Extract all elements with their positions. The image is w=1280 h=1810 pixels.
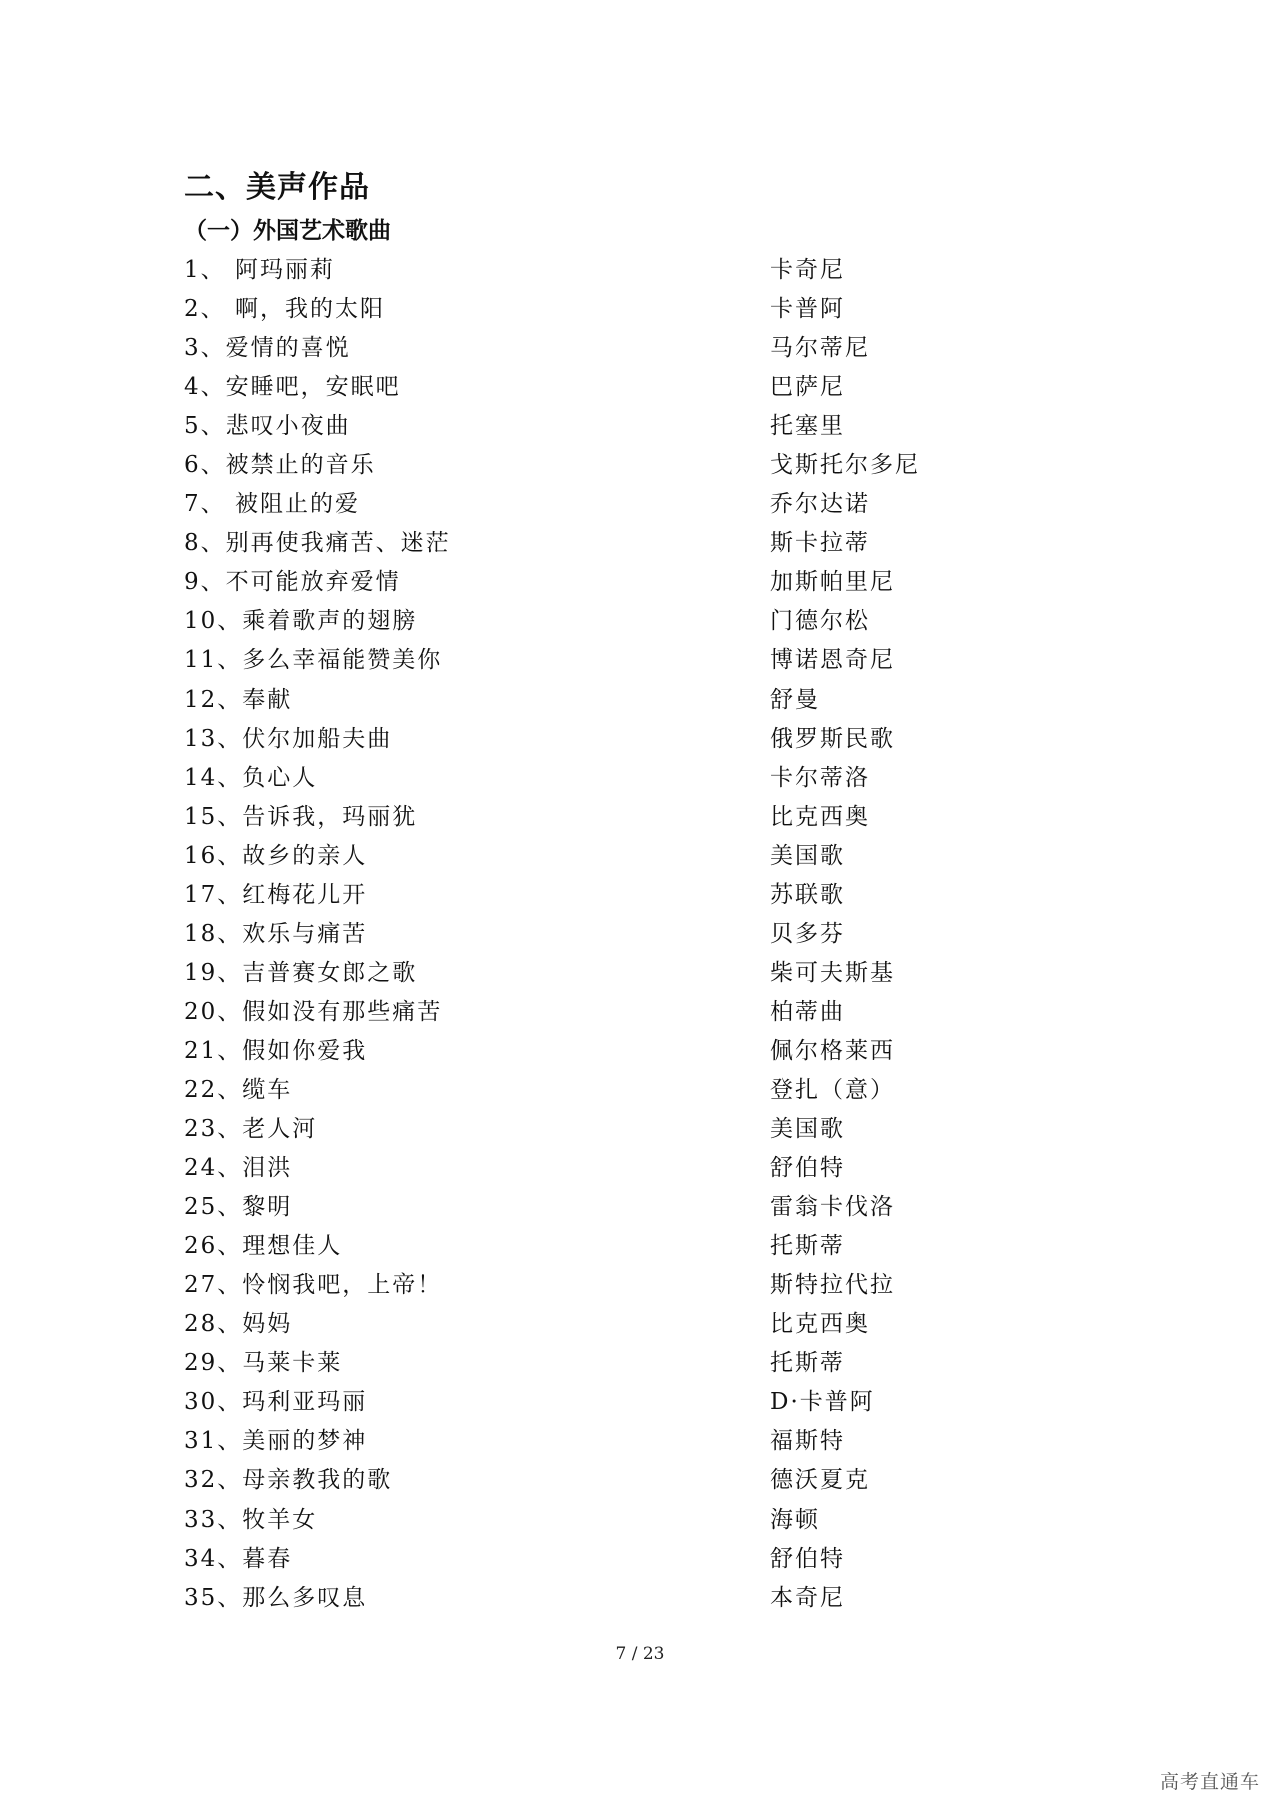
item-number: 28、	[184, 1311, 243, 1338]
list-item	[184, 599, 1084, 638]
song-entry	[184, 641, 770, 674]
song-entry	[184, 1579, 770, 1612]
song-entry	[184, 1188, 770, 1221]
list-item	[184, 248, 1084, 287]
list-item	[184, 1419, 1084, 1458]
item-number: 12、	[184, 686, 243, 713]
composer-name: 俄罗斯民歌	[770, 725, 895, 752]
item-number: 33、	[184, 1506, 243, 1533]
list-item	[184, 873, 1084, 912]
song-title: 马莱卡莱	[242, 1350, 343, 1377]
item-number: 9、	[184, 569, 226, 596]
section-title: 二、美声作品	[184, 170, 370, 205]
list-item	[184, 560, 1084, 599]
song-title: 故乡的亲人	[242, 842, 368, 869]
list-item	[184, 638, 1084, 677]
list-item	[184, 951, 1084, 990]
list-item	[184, 834, 1084, 873]
composer-name: 海顿	[770, 1506, 820, 1533]
item-number: 2、	[184, 296, 235, 323]
item-number: 23、	[184, 1116, 243, 1143]
composer-name: 福斯特	[770, 1428, 845, 1455]
song-entry	[184, 915, 770, 948]
list-item	[184, 795, 1084, 834]
item-number: 34、	[184, 1545, 243, 1572]
list-item	[184, 287, 1084, 326]
list-item	[184, 1576, 1084, 1615]
song-title: 悲叹小夜曲	[225, 413, 351, 440]
song-title: 负心人	[242, 764, 318, 791]
list-item	[184, 1341, 1084, 1380]
list-item	[184, 1185, 1084, 1224]
list-item	[184, 482, 1084, 521]
item-number: 16、	[184, 842, 243, 869]
list-item	[184, 1498, 1084, 1537]
item-number: 26、	[184, 1233, 243, 1260]
list-item	[184, 1458, 1084, 1497]
subsection-title: （一）外国艺术歌曲	[184, 218, 391, 244]
song-title: 告诉我，玛丽犹	[242, 803, 418, 830]
item-number: 27、	[184, 1272, 243, 1299]
song-entry	[184, 368, 770, 401]
song-entry	[184, 1032, 770, 1065]
song-entry	[184, 1540, 770, 1573]
item-number: 25、	[184, 1194, 243, 1221]
list-item	[184, 365, 1084, 404]
composer-name: 斯卡拉蒂	[770, 530, 870, 557]
list-item	[184, 443, 1084, 482]
song-title: 爱情的喜悦	[225, 335, 351, 362]
song-entry	[184, 1071, 770, 1104]
item-number: 35、	[184, 1584, 243, 1611]
composer-name: 托塞里	[770, 413, 845, 440]
song-title: 怜悯我吧，上帝！	[242, 1272, 443, 1299]
item-number: 21、	[184, 1037, 243, 1064]
list-item	[184, 404, 1084, 443]
item-number: 31、	[184, 1428, 243, 1455]
list-item	[184, 1068, 1084, 1107]
list-item	[184, 521, 1084, 560]
song-entry	[184, 563, 770, 596]
item-number: 22、	[184, 1077, 243, 1103]
list-item	[184, 912, 1084, 951]
composer-name: 卡尔蒂洛	[770, 764, 870, 791]
song-entry	[184, 837, 770, 870]
list-item	[184, 990, 1084, 1029]
song-entry	[184, 1501, 770, 1534]
song-entry	[184, 759, 770, 792]
item-number: 20、	[184, 998, 243, 1025]
item-number: 10、	[184, 608, 243, 635]
song-entry	[184, 407, 770, 440]
song-title: 牧羊女	[242, 1506, 318, 1533]
song-title: 奉献	[242, 686, 293, 713]
composer-name: 柏蒂曲	[770, 998, 845, 1025]
item-number: 30、	[184, 1389, 243, 1416]
song-list	[184, 248, 1084, 1615]
song-title: 美丽的梦神	[242, 1428, 368, 1455]
song-entry	[184, 602, 770, 635]
item-number: 24、	[184, 1155, 243, 1182]
song-entry	[184, 446, 770, 479]
list-item	[184, 1029, 1084, 1068]
list-item	[184, 326, 1084, 365]
composer-name: 贝多芬	[770, 920, 845, 947]
composer-name: 托斯蒂	[770, 1350, 845, 1377]
song-title: 吉普赛女郎之歌	[242, 959, 418, 986]
composer-name: 马尔蒂尼	[770, 335, 870, 362]
song-title: 泪洪	[242, 1155, 293, 1182]
song-entry	[184, 954, 770, 987]
item-number: 11、	[184, 647, 243, 674]
song-title: 啊，我的太阳	[234, 296, 385, 323]
composer-name: 本奇尼	[770, 1584, 845, 1611]
composer-name: 托斯蒂	[770, 1233, 845, 1260]
song-entry	[184, 524, 770, 557]
composer-name: 美国歌	[770, 1116, 845, 1143]
composer-name: 戈斯托尔多尼	[770, 452, 920, 479]
list-item	[184, 717, 1084, 756]
song-entry	[184, 485, 770, 518]
composer-name: 博诺恩奇尼	[770, 647, 895, 674]
list-item	[184, 756, 1084, 795]
song-entry	[184, 1461, 770, 1494]
song-entry	[184, 1149, 770, 1182]
song-title: 妈妈	[242, 1311, 293, 1338]
watermark-text: 高考直通车	[1159, 1771, 1260, 1793]
composer-name: 巴萨尼	[770, 374, 845, 401]
composer-name: 美国歌	[770, 842, 845, 869]
composer-name: 舒伯特	[770, 1545, 845, 1572]
song-title: 欢乐与痛苦	[242, 920, 368, 947]
song-title: 乘着歌声的翅膀	[242, 608, 418, 635]
composer-name: 柴可夫斯基	[770, 959, 895, 986]
song-title: 伏尔加船夫曲	[242, 725, 393, 752]
song-title: 多么幸福能赞美你	[242, 647, 443, 674]
item-number: 17、	[184, 881, 243, 908]
list-item	[184, 1537, 1084, 1576]
song-entry	[184, 1110, 770, 1143]
song-title: 黎明	[242, 1194, 293, 1221]
song-entry	[184, 1266, 770, 1299]
item-number: 14、	[184, 764, 243, 791]
list-item	[184, 1146, 1084, 1185]
song-title: 阿玛丽莉	[234, 257, 335, 284]
list-item	[184, 1224, 1084, 1263]
song-title: 缆车	[242, 1077, 293, 1103]
song-entry	[184, 1305, 770, 1338]
song-entry	[184, 329, 770, 362]
song-entry	[184, 876, 770, 909]
song-entry	[184, 798, 770, 831]
list-item	[184, 1302, 1084, 1341]
item-number: 29、	[184, 1350, 243, 1377]
song-title: 玛利亚玛丽	[242, 1389, 368, 1416]
song-title: 安睡吧，安眠吧	[225, 374, 401, 401]
composer-name: 舒曼	[770, 686, 820, 713]
composer-name: 比克西奥	[770, 803, 870, 830]
item-number: 7、	[184, 491, 235, 518]
song-title: 被阻止的爱	[234, 491, 360, 518]
item-number: 6、	[184, 452, 226, 479]
item-number: 1、	[184, 257, 235, 284]
song-entry	[184, 681, 770, 714]
song-entry	[184, 720, 770, 753]
item-number: 4、	[184, 374, 226, 401]
song-title: 别再使我痛苦、迷茫	[225, 530, 451, 557]
song-entry	[184, 290, 770, 323]
composer-name: 登扎（意）	[770, 1077, 895, 1103]
song-title: 那么多叹息	[242, 1584, 368, 1611]
song-entry	[184, 1227, 770, 1260]
item-number: 3、	[184, 335, 226, 362]
composer-name: 雷翁卡伐洛	[770, 1194, 895, 1221]
item-number: 5、	[184, 413, 226, 440]
item-number: 19、	[184, 959, 243, 986]
composer-name: 乔尔达诺	[770, 491, 870, 518]
song-title: 老人河	[242, 1116, 318, 1143]
song-title: 不可能放弃爱情	[225, 569, 401, 596]
song-title: 被禁止的音乐	[225, 452, 376, 479]
song-entry	[184, 1422, 770, 1455]
composer-name: 德沃夏克	[770, 1467, 870, 1494]
list-item	[184, 1107, 1084, 1146]
song-title: 理想佳人	[242, 1233, 343, 1260]
composer-name: 加斯帕里尼	[770, 569, 895, 596]
page-number: 7 / 23	[615, 1644, 665, 1664]
song-title: 母亲教我的歌	[242, 1467, 393, 1494]
song-title: 暮春	[242, 1545, 293, 1572]
item-number: 13、	[184, 725, 243, 752]
composer-name: 佩尔格莱西	[770, 1037, 895, 1064]
song-title: 红梅花儿开	[242, 881, 368, 908]
list-item	[184, 1263, 1084, 1302]
composer-name: 比克西奥	[770, 1311, 870, 1338]
composer-name: 舒伯特	[770, 1155, 845, 1182]
composer-name: 斯特拉代拉	[770, 1272, 895, 1299]
item-number: 18、	[184, 920, 243, 947]
song-entry	[184, 993, 770, 1026]
item-number: 15、	[184, 803, 243, 830]
composer-name: 苏联歌	[770, 881, 845, 908]
song-title: 假如没有那些痛苦	[242, 998, 443, 1025]
song-entry	[184, 1344, 770, 1377]
song-entry	[184, 1383, 770, 1416]
song-entry	[184, 251, 770, 284]
list-item	[184, 1380, 1084, 1419]
composer-name: 卡奇尼	[770, 257, 845, 284]
composer-name: D·卡普阿	[770, 1389, 875, 1416]
composer-name: 卡普阿	[770, 296, 845, 323]
item-number: 32、	[184, 1467, 243, 1494]
song-title: 假如你爱我	[242, 1037, 368, 1064]
list-item	[184, 678, 1084, 717]
item-number: 8、	[184, 530, 226, 557]
composer-name: 门德尔松	[770, 608, 870, 635]
